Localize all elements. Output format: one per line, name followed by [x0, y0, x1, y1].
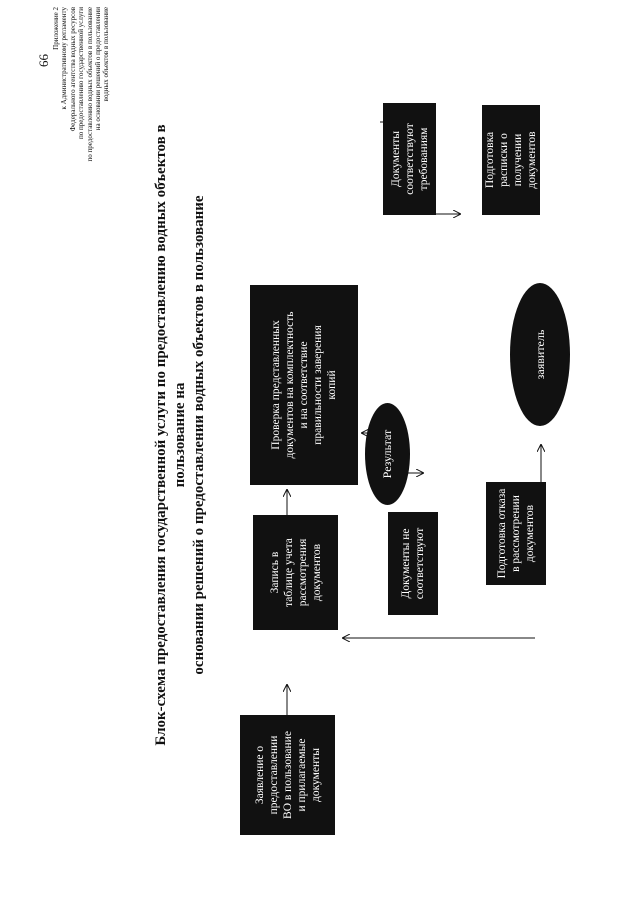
annex-line: к Административному регламенту	[60, 7, 69, 110]
annex-line: водных объектов в пользование	[102, 7, 111, 102]
node-refusal: Подготовка отказа в рассмотрении документов	[486, 482, 546, 585]
node-compliant: Документы соответствуют требованиям	[383, 103, 436, 215]
node-applicant: заявитель	[510, 283, 570, 426]
annex-line: Приложение 2	[52, 7, 60, 50]
node-result: Результат	[365, 403, 410, 505]
annex-line: Федерального агентства водных ресурсов	[68, 7, 77, 132]
node-application: Заявление о предоставлении ВО в пользование и прилагаемые документы	[240, 715, 335, 835]
annex-line: на основании решений о предоставлении	[94, 7, 103, 131]
node-registration: Запись в таблице учета рассмотрения документов	[253, 515, 338, 630]
annex-line: по предоставлению водных объектов в пользование	[85, 7, 94, 162]
title-line-1: Блок-схема предоставления государственной услуги по предоставлению водных объектов в пользование на	[153, 124, 188, 746]
node-receipt: Подготовка расписки о получении документов	[482, 105, 540, 215]
title-line-2: основании решений о предоставлении водных объектов в пользование	[191, 195, 207, 675]
node-verification: Проверка представленных документов на комплектность и на соответствие правильности заверения копий	[250, 285, 358, 485]
page-number: 66	[36, 54, 51, 67]
annex-line: по предоставлению государственной услуги	[77, 7, 86, 139]
node-non-compliant: Документы не соответствуют	[388, 512, 438, 615]
